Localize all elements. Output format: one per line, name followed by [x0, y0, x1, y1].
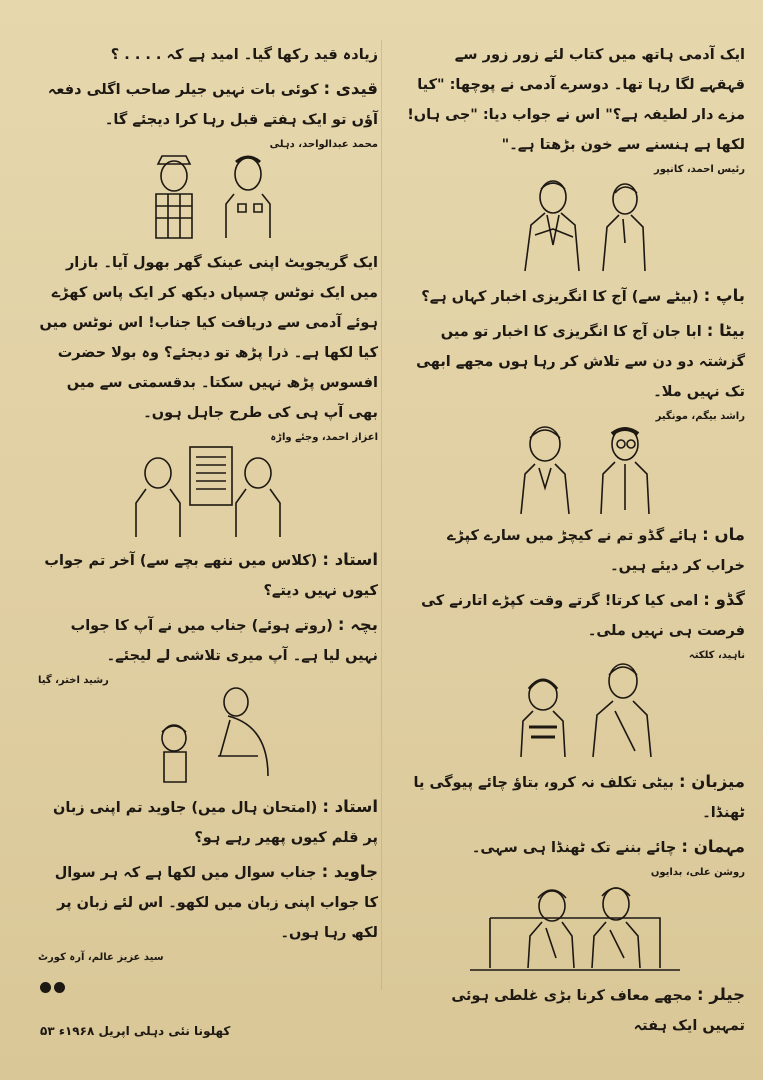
dot-icon: [54, 982, 65, 993]
column-divider: [381, 40, 382, 990]
speaker-label: میزبان :: [678, 772, 745, 791]
speaker-label: ماں :: [702, 525, 745, 544]
joke-line: [38, 610, 378, 671]
joke-credit: راشد بیگم، مونگیر: [655, 411, 745, 422]
joke-line: [405, 281, 745, 312]
dialogue-text: جناب سوال میں لکھا ہے کہ ہر سوال کا جواب اپنی زبان میں لکھو۔ اس لئے زبان پر لکھ رہا ہوں۔: [54, 865, 378, 941]
dialogue-text: ہائے گڈو تم نے کیچڑ میں سارے کپڑے خراب کر دیئے ہیں۔: [447, 528, 745, 574]
joke-credit: اعزاز احمد، وجئے واڑہ: [270, 432, 378, 443]
cartoon-teacher-student-illustration: [108, 686, 308, 786]
speaker-label: جاوید :: [321, 862, 378, 881]
cartoon-father-son-illustration: [475, 422, 675, 514]
left-column: [38, 40, 378, 969]
joke-line: [38, 74, 378, 135]
joke-line: [405, 832, 745, 863]
joke-graduate-notice: [38, 248, 378, 539]
joke-jailer-start: [405, 980, 745, 1041]
joke-exam-hall: [38, 792, 378, 963]
joke-text: ایک گریجویٹ اپنی عینک گھر بھول آیا۔ بازار میں ایک نوٹس چسپاں دیکھ کر ایک پاس کھڑے ہوئے آدمی سے دریافت کیا جناب! اس نوٹس میں کیا لکھا ہے۔ ذرا پڑھ تو دیجئے؟ وہ بولا حضرت افسوس پڑھ نہیں سکتا۔ بدقسمتی سے میں بھی آپ ہی کی طرح جاہل ہوں۔: [39, 255, 378, 421]
page-footer: کھلونا نئی دہلی اپریل ۱۹۶۸ء ۵۳: [40, 1024, 231, 1038]
dialogue-text: ابا جان آج کا انگریزی کا اخبار تو میں گزشتہ دو دن سے تلاش کر رہا ہوں مجھے ابھی تک نہیں ملا۔: [416, 324, 745, 400]
joke-english-newspaper: [405, 281, 745, 514]
joke-text: ایک آدمی ہاتھ میں کتاب لئے زور زور سے قہقہے لگا رہا تھا۔ دوسرے آدمی نے پوچھا: "کیا مزے دار لطیفہ ہے؟" اس نے جواب دیا: "جی ہاں! لکھا ہے ہنسنے سے خون بڑھتا ہے۔": [407, 47, 745, 153]
joke-credit: رئیس احمد، کانپور: [653, 164, 745, 175]
cartoon-mother-child-illustration: [475, 661, 675, 761]
joke-credit: روشن علی، بدایوں: [650, 867, 745, 878]
joke-line: [405, 767, 745, 828]
dot-icon: [40, 982, 51, 993]
speaker-label: استاد :: [322, 550, 378, 569]
joke-line: [38, 857, 378, 948]
joke-line: [38, 545, 378, 606]
joke-laughing-man: [405, 40, 745, 275]
joke-jailer-end: [38, 40, 378, 242]
dialogue-text: مجھے معاف کرنا بڑی غلطی ہوئی تمہیں ایک ہفتہ: [451, 988, 745, 1034]
joke-text: زیادہ قید رکھا گیا۔ امید ہے کہ . . . . ؟: [110, 47, 378, 63]
right-column: [405, 40, 745, 1047]
joke-line: [405, 980, 745, 1041]
dialogue-text: (امتحان ہال میں) جاوید تم اپنی زبان پر قلم کیوں پھیر رہے ہو؟: [53, 800, 378, 846]
cartoon-two-men-illustration: [475, 175, 675, 275]
speaker-label: بچہ :: [337, 615, 378, 634]
speaker-label: بیٹا :: [706, 321, 745, 340]
end-marker-dots: [40, 978, 68, 997]
speaker-label: باپ :: [703, 286, 745, 305]
speaker-label: جیلر :: [697, 985, 745, 1004]
cartoon-two-women-sofa-illustration: [460, 878, 690, 974]
joke-credit: ناہید، کلکتہ: [688, 650, 745, 661]
speaker-label: مہمان :: [681, 837, 745, 856]
joke-teacher-child: [38, 545, 378, 786]
dialogue-text: (بیٹے سے) آج کا انگریزی اخبار کہاں ہے؟: [421, 289, 699, 305]
joke-muddy-clothes: [405, 520, 745, 761]
cartoon-men-reading-notice-illustration: [108, 443, 308, 539]
dialogue-text: امی کیا کرتا! گرتے وقت کپڑے اتارنے کی فرصت ہی نہیں ملی۔: [421, 593, 745, 639]
joke-line: [405, 316, 745, 407]
speaker-label: قیدی :: [323, 79, 378, 98]
speaker-label: گڈو :: [703, 590, 745, 609]
joke-host-guest: [405, 767, 745, 974]
dialogue-text: بیٹی تکلف نہ کرو، بتاؤ چائے پیوگی یا ٹھنڈا۔: [413, 775, 745, 821]
cartoon-prisoner-jailer-illustration: [108, 150, 308, 242]
joke-line: [38, 792, 378, 853]
joke-credit: محمد عبدالواحد، دہلی: [269, 139, 378, 150]
dialogue-text: چائے بننے تک ٹھنڈا ہی سہی۔: [471, 840, 677, 856]
joke-credit: رشید اختر، گیا: [38, 675, 109, 686]
dialogue-text: (کلاس میں ننھے بچے سے) آخر تم جواب کیوں نہیں دیتے؟: [44, 553, 378, 599]
joke-line: [405, 585, 745, 646]
joke-credit: سید عزیز عالم، آرہ کورٹ: [38, 952, 164, 963]
joke-line: [405, 520, 745, 581]
dialogue-text: (روتے ہوئے) جناب میں نے آپ کا جواب نہیں لیا ہے۔ آپ میری تلاشی لے لیجئے۔: [70, 618, 378, 664]
dialogue-text: کوئی بات نہیں جیلر صاحب اگلی دفعہ آؤں تو ایک ہفتے قبل رہا کرا دیجئے گا۔: [47, 82, 378, 128]
speaker-label: استاد :: [322, 797, 378, 816]
